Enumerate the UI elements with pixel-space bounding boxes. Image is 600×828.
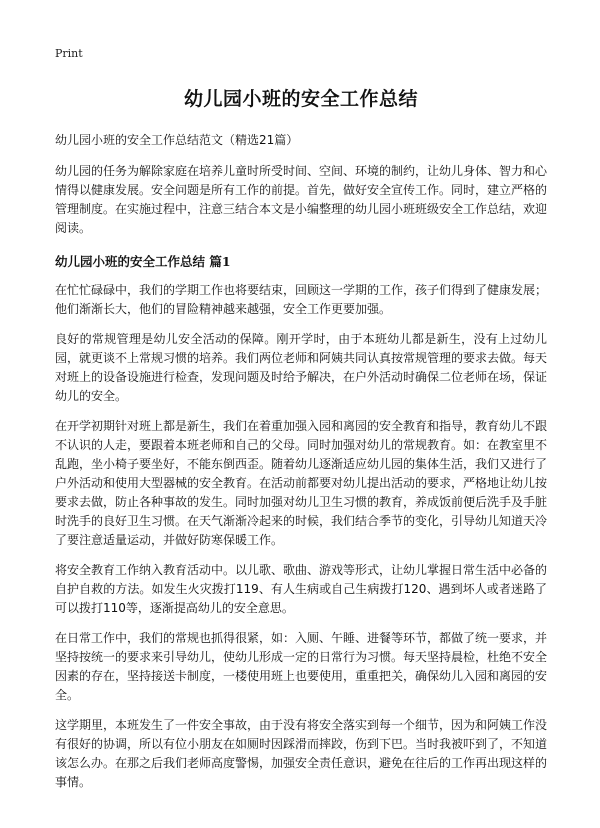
paragraph: 良好的常规管理是幼儿安全活动的保障。刚开学时，由于本班幼儿都是新生，没有上过幼儿园，就更谈不上常规习惯的培养。我们两位老师和阿姨共同认真按常规管理的要求去做。每天对班上的设备设施进行检查，发现问题及时给予解决，在户外活动时确保二位老师在场，保证幼儿的安全。 xyxy=(55,332,548,403)
paragraph: 在忙忙碌碌中，我们的学期工作也将要结束，回顾这一学期的工作，孩子们得到了健康发展；他们渐渐长大，他们的冒险精神越来越强，安全工作更要加强。 xyxy=(55,283,548,316)
subtitle: 幼儿园小班的安全工作总结范文（精选21篇） xyxy=(55,133,299,147)
section-heading: 幼儿园小班的安全工作总结 篇1 xyxy=(55,254,231,269)
paragraph: 在开学初期针对班上都是新生，我们在着重加强入园和离园的安全教育和指导，教育幼儿不跟不认识的人走，要跟着本班老师和自己的父母。同时加强对幼儿的常规教育。如：在教室里不乱跑，坐小椅子要坐好，不能东倒西歪。随着幼儿逐渐适应幼儿园的集体生活，我们又进行了户外活动和使用大型器械的安全教育。在活动前都要对幼儿提出活动的要求，严格地让幼儿按要求去做，防止各种事故的发生。同时加强对幼儿卫生习惯的教育，养成饭前便后洗手及手脏时洗手的良好卫生习惯。在天气渐渐冷起来的时候，我们结合季节的变化，引导幼儿知道天冷了要注意适量运动，并做好防寒保暖工作。 xyxy=(55,419,548,547)
paragraph: 在日常工作中，我们的常规也抓得很紧，如：入厕、午睡、进餐等环节，都做了统一要求，并坚持按统一的要求来引导幼儿，使幼儿形成一定的日常行为习惯。每天坚持晨检，杜绝不安全因素的存在，坚持接送卡制度，一楼使用班上也要使用，重重把关，确保幼儿入园和离园的安全。 xyxy=(55,631,548,702)
paragraph: 将安全教育工作纳入教育活动中。以儿歌、歌曲、游戏等形式，让幼儿掌握日常生活中必备的自护自救的方法。如发生火灾拨打119、有人生病或自己生病拨打120、遇到坏人或者迷路了可以拨打110等，逐渐提高幼儿的安全意思。 xyxy=(55,563,548,615)
document-body xyxy=(55,70,547,803)
page-title: 幼儿园小班的安全工作总结 xyxy=(183,88,418,110)
print-link[interactable]: Print xyxy=(55,47,83,60)
intro-paragraph: 幼儿园的任务为解除家庭在培养儿童时所受时间、空间、环境的制约，让幼儿身体、智力和心情得以健康发展。安全问题是所有工作的前提。首先，做好安全宣传工作。同时，建立严格的管理制度。在实施过程中，注意三结合本文是小编整理的幼儿园小班班级安全工作总结，欢迎阅读。 xyxy=(55,164,548,235)
paragraph: 这学期里，本班发生了一件安全事故，由于没有将安全落实到每一个细节，因为和阿姨工作没有很好的协调，所以有位小朋友在如厕时因踩滑而摔跤，伤到下巴。当时我被吓到了，不知道该怎么办。在那之后我们老师高度警惕，加强安全责任意识，避免在往后的工作再出现这样的事情。 xyxy=(55,718,548,789)
